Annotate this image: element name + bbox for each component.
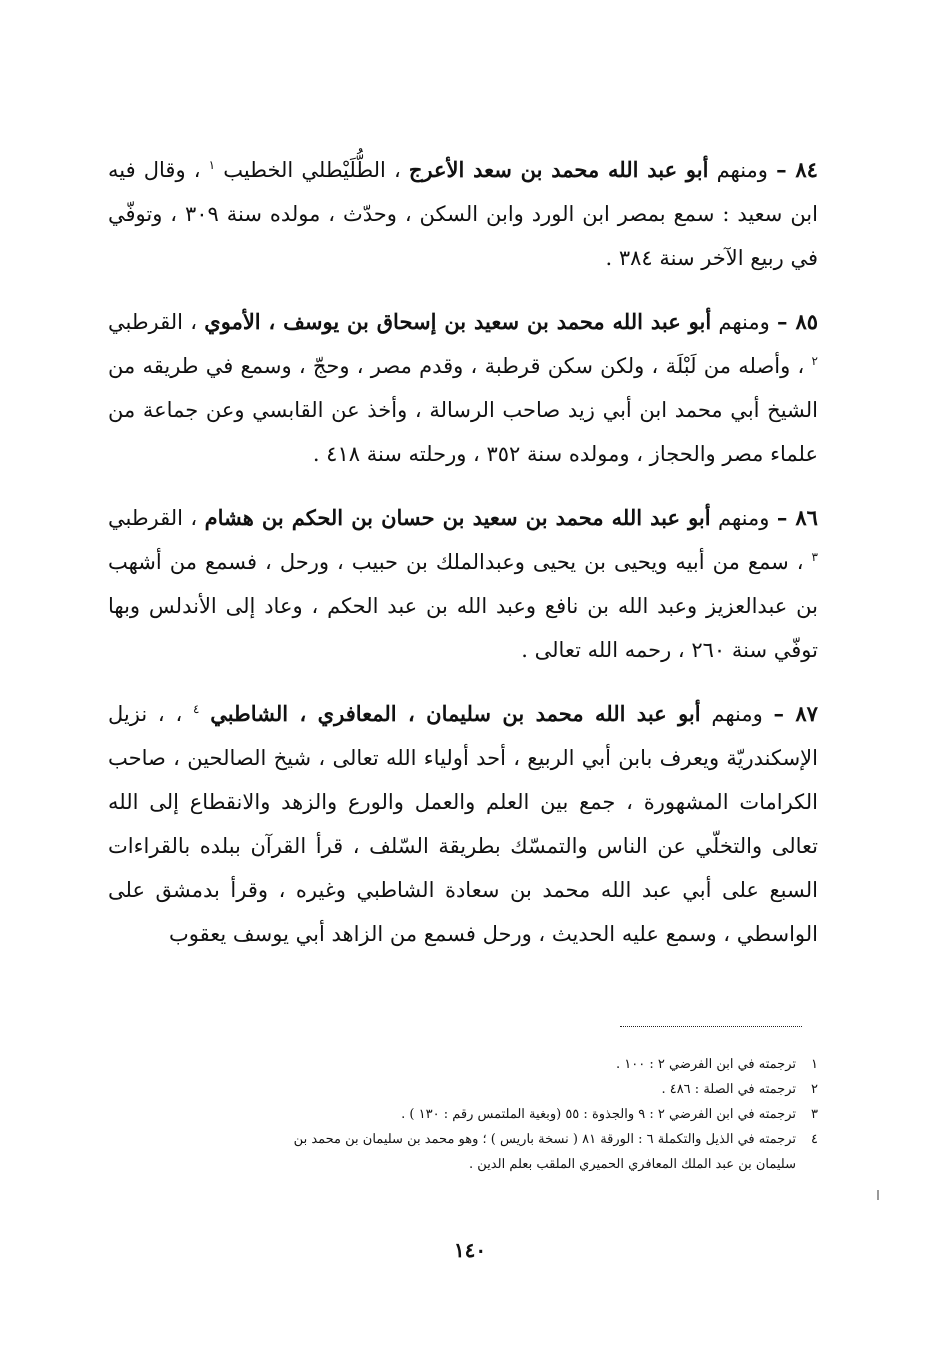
entry-body: ، نزيل الإسكندريّة ويعرف بابن أبي الربيع ، أحد أولياء الله تعالى ، شيخ الصالحين ، صاحب الكرامات المشهورة ، جمع بين العلم والعمل والورع والزهد والانقطاع إلى الله تعالى والتخلّي عن الناس والتمسّك بطريقة السّلف ، قرأ القرآن ببلده بالقراءات السبع على أبي عبد الله محمد بن سعادة الشاطبي وغيره ، وقرأ بدمشق على الواسطي ، وسمع عليه الحديث ، ورحل فسمع من الزاهد أبي يوسف يعقوب [108,702,818,946]
entry-intro: ومنهم [716,158,768,182]
entry-name: أبو عبد الله محمد بن سعيد بن إسحاق بن يوسف ، الأموي [204,309,712,334]
entry-separator: ، [190,310,198,334]
footnote-ref: ٤ [193,702,200,716]
entry-name: أبو عبد الله محمد بن سعد الأعرج [408,157,709,182]
entry-number: ٨٦ – [776,505,818,530]
entry-86 [108,496,818,672]
page-number: ١٤٠ [453,1238,487,1262]
footnote-separator [620,1026,802,1027]
footnote-text: ترجمته في ابن الفرضي ٢ : ٩ والجذوة : ٥٥ (وبغية الملتمس رقم : ١٣٠ ) . [401,1107,796,1122]
footnote-text: ترجمته في الذيل والتكملة ٦ : الورقة ٨١ ( نسخة باريس ) ؛ وهو محمد بن سليمان بن محمد بن [293,1132,796,1147]
entry-intro: ومنهم [718,506,770,530]
entry-84 [108,148,818,280]
footnote-number: ٢ [811,1082,818,1097]
entry-intro: ومنهم [711,702,763,726]
entry-number: ٨٧ – [773,701,818,726]
footnote-ref: ١ [208,158,216,172]
footnote-2 [108,1077,818,1102]
footnote-number: ٣ [811,1107,818,1122]
entry-name: أبو عبد الله محمد بن سليمان ، المعافري ، الشاطبي [210,701,701,726]
footnote-ref: ٣ [811,550,818,564]
footnotes [108,1052,818,1177]
entry-body: ، وأصله من لَبْلَة ، ولكن سكن قرطبة ، وقدم مصر ، وحجّ ، وسمع في طريقه من الشيخ أبي محمد ابن أبي زيد صاحب الرسالة ، وأخذ عن القابسي وعن جماعة من علماء مصر والحجاز ، ومولده سنة ٣٥٢ ، ورحلته سنة ٤١٨ . [108,354,818,466]
entry-intro: ومنهم [718,310,770,334]
footnote-text: ترجمته في الصلة : ٤٨٦ . [661,1082,796,1097]
footnote-number: ١ [811,1057,818,1072]
scan-mark [877,1190,879,1200]
entry-nisba: الطُّلَيْطلي الخطيب [223,158,386,182]
footnote-number: ٤ [811,1132,818,1147]
entry-number: ٨٤ – [776,157,818,182]
entry-85 [108,300,818,476]
entry-separator: ، [190,506,198,530]
footnote-ref: ٢ [811,354,818,368]
footnote-3 [108,1102,818,1127]
entry-separator: ، [393,158,401,182]
entry-name: أبو عبد الله محمد بن سعيد بن حسان بن الحكم بن هشام [204,505,711,530]
main-text [108,148,818,976]
entry-nisba: القرطبي [108,506,183,530]
footnote-4-continuation: سليمان بن عبد الملك المعافري الحميري الملقب بعلم الدين . [469,1157,796,1172]
entry-nisba: القرطبي [108,310,183,334]
entry-number: ٨٥ – [777,309,818,334]
entry-87 [108,692,818,956]
footnote-4 [108,1127,818,1152]
entry-body: ، سمع من أبيه ويحيى بن يحيى وعبدالملك بن حبيب ، ورحل ، فسمع من أشهب بن عبدالعزيز وعبد الله بن نافع وعبد الله بن عبد الحكم ، وعاد إلى الأندلس وبها توفّي سنة ٢٦٠ ، رحمه الله تعالى . [108,550,818,662]
entry-separator: ، [175,702,183,726]
entry-body: ، وقال فيه ابن سعيد : سمع بمصر ابن الورد وابن السكن ، وحدّث ، مولده سنة ٣٠٩ ، وتوفّي في ربيع الآخر سنة ٣٨٤ . [108,158,818,270]
footnote-1 [108,1052,818,1077]
footnote-text: ترجمته في ابن الفرضي ٢ : ١٠٠ . [616,1057,796,1072]
